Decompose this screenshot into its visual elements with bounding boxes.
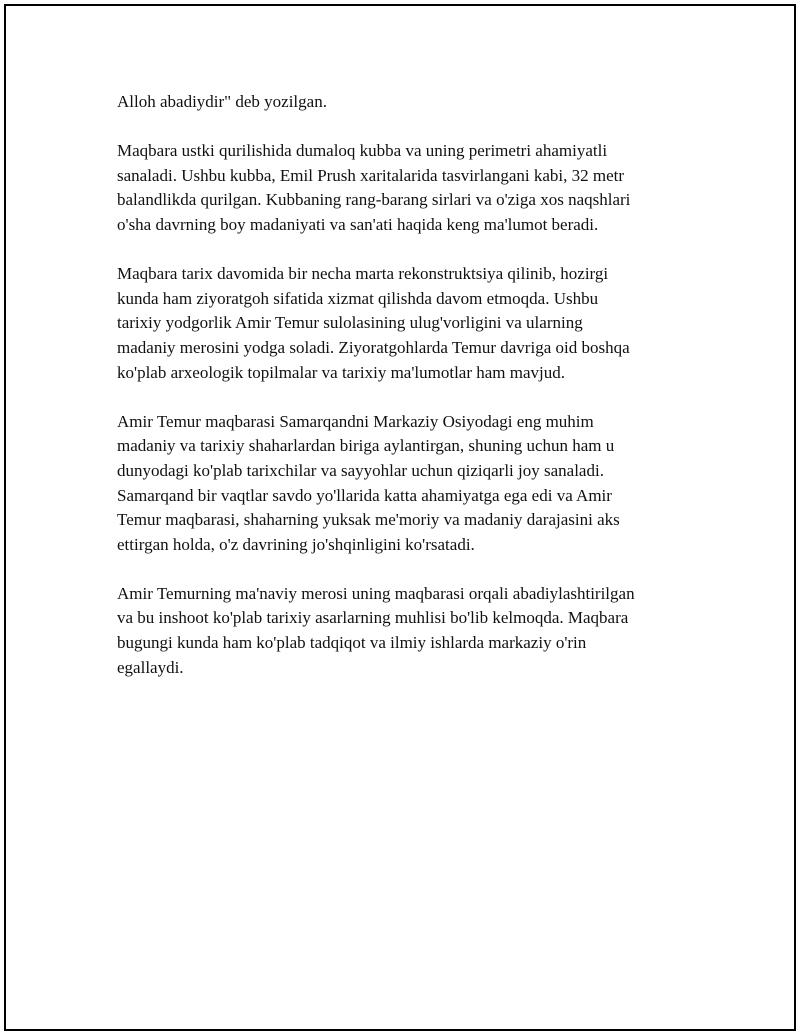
- paragraph-3: [117, 262, 717, 385]
- text-line: Maqbara ustki qurilishida dumaloq kubba va uning perimetri ahamiyatli: [117, 141, 608, 161]
- text-line: bugungi kunda ham ko'plab tadqiqot va ilmiy ishlarda markaziy o'rin: [117, 633, 587, 653]
- text-line: Alloh abadiydir" deb yozilgan.: [117, 92, 327, 111]
- text-line: sanaladi. Ushbu kubba, Emil Prush xaritalarida tasvirlangani kabi, 32 metr: [117, 165, 625, 185]
- text-line: kunda ham ziyoratgoh sifatida xizmat qilishda davom etmoqda. Ushbu: [117, 288, 599, 308]
- text-line: Temur maqbarasi, shaharning yuksak me'moriy va madaniy darajasini aks: [117, 510, 620, 530]
- text-line: o'sha davrning boy madaniyati va san'ati haqida keng ma'lumot beradi.: [117, 214, 599, 234]
- text-line: dunyodagi ko'plab tarixchilar va sayyohlar uchun qiziqarli joy sanaladi.: [117, 460, 604, 480]
- text-line: Maqbara tarix davomida bir necha marta rekonstruktsiya qilinib, hozirgi: [117, 264, 609, 284]
- text-line: va bu inshoot ko'plab tarixiy asarlarning muhlisi bo'lib kelmoqda. Maqbara: [117, 608, 629, 628]
- paragraph-5: [117, 582, 717, 680]
- text-line: ko'plab arxeologik topilmalar va tarixiy ma'lumotlar ham mavjud.: [117, 362, 566, 382]
- text-line: madaniy merosini yodga soladi. Ziyoratgohlarda Temur davriga oid boshqa: [117, 337, 630, 357]
- paragraph-4: [117, 410, 717, 558]
- text-line: Amir Temur maqbarasi Samarqandni Markaziy Osiyodagi eng muhim: [117, 411, 594, 431]
- text-line: ettirgan holda, o'z davrining jo'shqinligini ko'rsatadi.: [117, 534, 475, 554]
- paragraph-2: [117, 139, 717, 237]
- text-line: Samarqand bir vaqtlar savdo yo'llarida katta ahamiyatga ega edi va Amir: [117, 485, 612, 505]
- text-line: madaniy va tarixiy shaharlardan biriga aylantirgan, shuning uchun ham u: [117, 436, 615, 456]
- text-line: egallaydi.: [117, 657, 184, 677]
- document-body: [117, 90, 717, 705]
- text-line: tarixiy yodgorlik Amir Temur sulolasining ulug'vorligini va ularning: [117, 313, 583, 333]
- text-line: Amir Temurning ma'naviy merosi uning maqbarasi orqali abadiylashtirilgan: [117, 583, 635, 603]
- paragraph-1: [117, 90, 717, 115]
- text-line: balandlikda qurilgan. Kubbaning rang-barang sirlari va o'ziga xos naqshlari: [117, 190, 631, 210]
